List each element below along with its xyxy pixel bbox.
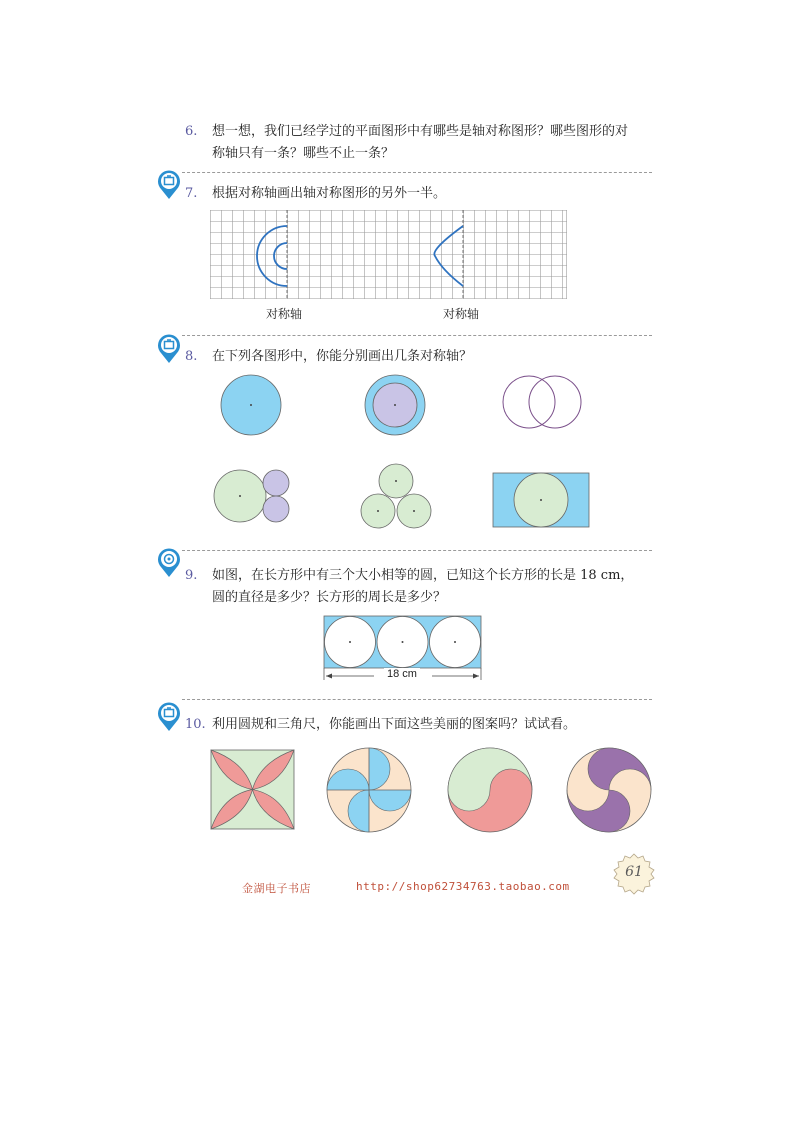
section-divider [182, 699, 652, 700]
shape-circle-two-small [212, 466, 296, 526]
question-text: 想一想，我们已经学过的平面图形中有哪些是轴对称图形？哪些图形的对 [212, 124, 629, 139]
question-number: 9. [185, 568, 198, 583]
pattern-pinwheel [325, 746, 413, 834]
store-url[interactable]: http://shop62734763.taobao.com [356, 880, 570, 893]
store-name: 金湖电子书店 [242, 882, 311, 895]
section-divider [182, 172, 652, 173]
pattern-four-petals [209, 748, 297, 832]
shape-circle-in-rectangle [492, 472, 590, 528]
axis-label: 对称轴 [443, 307, 480, 321]
screen-badge-icon [156, 332, 182, 364]
screen-badge-icon [156, 700, 182, 732]
section-divider [182, 550, 652, 551]
question-text: 圆的直径是多少？长方形的周长是多少？ [212, 590, 447, 605]
question-number: 10. [185, 717, 206, 732]
question-text: 利用圆规和三角尺，你能画出下面这些美丽的图案吗？试试看。 [212, 717, 577, 732]
question-number: 8. [185, 349, 198, 364]
screen-badge-icon [156, 168, 182, 200]
hint-badge-icon [156, 546, 182, 578]
shape-single-circle [218, 372, 284, 438]
pattern-triple-swirl [565, 746, 653, 834]
question-text: 根据对称轴画出轴对称图形的另外一半。 [212, 186, 447, 201]
shape-overlapping-circles [500, 372, 584, 432]
shape-ring [362, 372, 428, 438]
section-divider [182, 335, 652, 336]
pattern-yin-yang [446, 746, 534, 834]
dimension-label: 18 cm [384, 668, 420, 680]
question-number: 7. [185, 186, 198, 201]
symmetry-grid [210, 210, 570, 302]
shape-three-circles [356, 460, 436, 532]
question-text: 称轴只有一条？哪些不止一条？ [212, 146, 395, 161]
question-text: 在下列各图形中，你能分别画出几条对称轴？ [212, 349, 473, 364]
axis-label: 对称轴 [266, 307, 303, 321]
question-text: 如图，在长方形中有三个大小相等的圆，已知这个长方形的长是 18 cm， [212, 568, 634, 583]
question-number: 6. [185, 124, 198, 139]
page-number: 61 [625, 864, 643, 880]
